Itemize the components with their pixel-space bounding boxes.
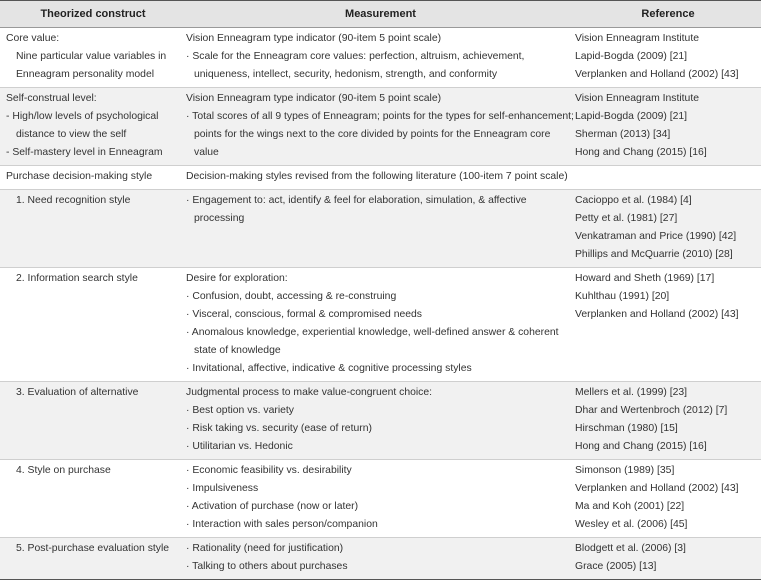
construct-cell xyxy=(0,268,186,382)
measurement-line: · Engagement to: act, identify & feel for elaboration, simulation, & affective processing xyxy=(186,195,527,224)
reference-line: Verplanken and Holland (2002) [43] xyxy=(575,309,739,320)
table-row xyxy=(0,190,761,268)
measurement-cell xyxy=(186,28,575,88)
table-body xyxy=(0,28,761,580)
measurement-line: Judgmental process to make value-congruent choice: xyxy=(186,387,433,398)
measurement-line: Vision Enneagram type indicator (90-item 5 point scale) xyxy=(186,33,442,44)
header-row xyxy=(0,1,761,28)
measurement-line: · Total scores of all 9 types of Enneagram; points for the types for self-enhancement; points for the wings next to the core divided by points for the Enneagram core value xyxy=(186,111,574,158)
measurement-line: Vision Enneagram type indicator (90-item 5 point scale) xyxy=(186,93,442,104)
construct-line: - Self-mastery level in Enneagram xyxy=(6,147,163,158)
reference-cell xyxy=(575,28,761,88)
measurement-header: Measurement xyxy=(186,1,575,28)
construct-line: 5. Post-purchase evaluation style xyxy=(16,543,170,554)
construct-line: Enneagram personality model xyxy=(16,69,155,80)
table-row xyxy=(0,88,761,166)
measurement-cell xyxy=(186,190,575,268)
measurement-line: · Best option vs. variety xyxy=(186,405,294,416)
reference-line: Vision Enneagram Institute xyxy=(575,93,699,104)
construct-header: Theorized construct xyxy=(0,1,186,28)
measurement-line: · Anomalous knowledge, experiential knowledge, well-defined answer & coherent state of knowledge xyxy=(186,327,559,356)
measurement-line: · Interaction with sales person/companion xyxy=(186,519,378,530)
reference-line: Verplanken and Holland (2002) [43] xyxy=(575,483,739,494)
table-row xyxy=(0,382,761,460)
construct-line: 3. Evaluation of alternative xyxy=(16,387,139,398)
reference-line: Hirschman (1980) [15] xyxy=(575,423,678,434)
measurement-line: · Visceral, conscious, formal & compromised needs xyxy=(186,309,423,320)
construct-cell xyxy=(0,538,186,580)
reference-line: Verplanken and Holland (2002) [43] xyxy=(575,69,739,80)
construct-cell xyxy=(0,88,186,166)
reference-line: Vision Enneagram Institute xyxy=(575,33,699,44)
measurement-cell xyxy=(186,88,575,166)
table-row xyxy=(0,460,761,538)
reference-cell xyxy=(575,460,761,538)
reference-line: Lapid-Bogda (2009) [21] xyxy=(575,51,688,62)
reference-line: Sherman (2013) [34] xyxy=(575,129,671,140)
reference-line: Lapid-Bogda (2009) [21] xyxy=(575,111,688,122)
measurement-line: Desire for exploration: xyxy=(186,273,288,284)
reference-line: Howard and Sheth (1969) [17] xyxy=(575,273,715,284)
reference-line: Wesley et al. (2006) [45] xyxy=(575,519,688,530)
table-row xyxy=(0,28,761,88)
measurement-cell xyxy=(186,268,575,382)
measurement-line: · Scale for the Enneagram core values: perfection, altruism, achievement, uniqueness, intellect, security, hedonism, strength, and conformity xyxy=(186,51,525,80)
measurement-line: · Invitational, affective, indicative & cognitive processing styles xyxy=(186,363,472,374)
construct-line: Nine particular value variables in xyxy=(16,51,167,62)
reference-line: Kuhlthau (1991) [20] xyxy=(575,291,670,302)
reference-line: Hong and Chang (2015) [16] xyxy=(575,441,707,452)
construct-cell xyxy=(0,460,186,538)
measurement-cell xyxy=(186,166,575,190)
construct-line: Self-construal level: xyxy=(6,93,97,104)
measurement-line: · Risk taking vs. security (ease of return) xyxy=(186,423,372,434)
reference-line: Dhar and Wertenbroch (2012) [7] xyxy=(575,405,728,416)
table-row xyxy=(0,538,761,580)
construct-cell xyxy=(0,190,186,268)
construct-cell xyxy=(0,28,186,88)
construct-line: Core value: xyxy=(6,33,60,44)
table-row xyxy=(0,166,761,190)
measurement-line: Decision-making styles revised from the following literature (100-item 7 point scale) xyxy=(186,171,568,182)
measurement-line: · Rationality (need for justification) xyxy=(186,543,344,554)
construct-line: Purchase decision-making style xyxy=(6,171,153,182)
measurement-line: · Activation of purchase (now or later) xyxy=(186,501,359,512)
reference-cell xyxy=(575,88,761,166)
measurement-line: · Confusion, doubt, accessing & re-construing xyxy=(186,291,397,302)
reference-line: Venkatraman and Price (1990) [42] xyxy=(575,231,737,242)
reference-line: Cacioppo et al. (1984) [4] xyxy=(575,195,692,206)
measurement-line: · Economic feasibility vs. desirability xyxy=(186,465,352,476)
table-row xyxy=(0,268,761,382)
measurement-line: · Talking to others about purchases xyxy=(186,561,348,572)
construct-line: - High/low levels of psychological distance to view the self xyxy=(6,111,159,140)
reference-cell xyxy=(575,268,761,382)
measurement-line: · Utilitarian vs. Hedonic xyxy=(186,441,293,452)
reference-line: Grace (2005) [13] xyxy=(575,561,657,572)
construct-line: 1. Need recognition style xyxy=(16,195,131,206)
reference-line: Ma and Koh (2001) [22] xyxy=(575,501,685,512)
reference-cell xyxy=(575,166,761,190)
reference-line: Phillips and McQuarrie (2010) [28] xyxy=(575,249,733,260)
measurement-cell xyxy=(186,460,575,538)
reference-cell xyxy=(575,382,761,460)
measurement-cell xyxy=(186,538,575,580)
reference-line: Hong and Chang (2015) [16] xyxy=(575,147,707,158)
reference-cell xyxy=(575,190,761,268)
construct-line: 2. Information search style xyxy=(16,273,138,284)
construct-cell xyxy=(0,166,186,190)
construct-line: 4. Style on purchase xyxy=(16,465,111,476)
reference-line: Simonson (1989) [35] xyxy=(575,465,675,476)
reference-line: Blodgett et al. (2006) [3] xyxy=(575,543,686,554)
measurement-cell xyxy=(186,382,575,460)
reference-header: Reference xyxy=(575,1,761,28)
reference-line: Mellers et al. (1999) [23] xyxy=(575,387,688,398)
reference-line: Petty et al. (1981) [27] xyxy=(575,213,678,224)
measurement-line: · Impulsiveness xyxy=(186,483,259,494)
reference-cell xyxy=(575,538,761,580)
construct-cell xyxy=(0,382,186,460)
